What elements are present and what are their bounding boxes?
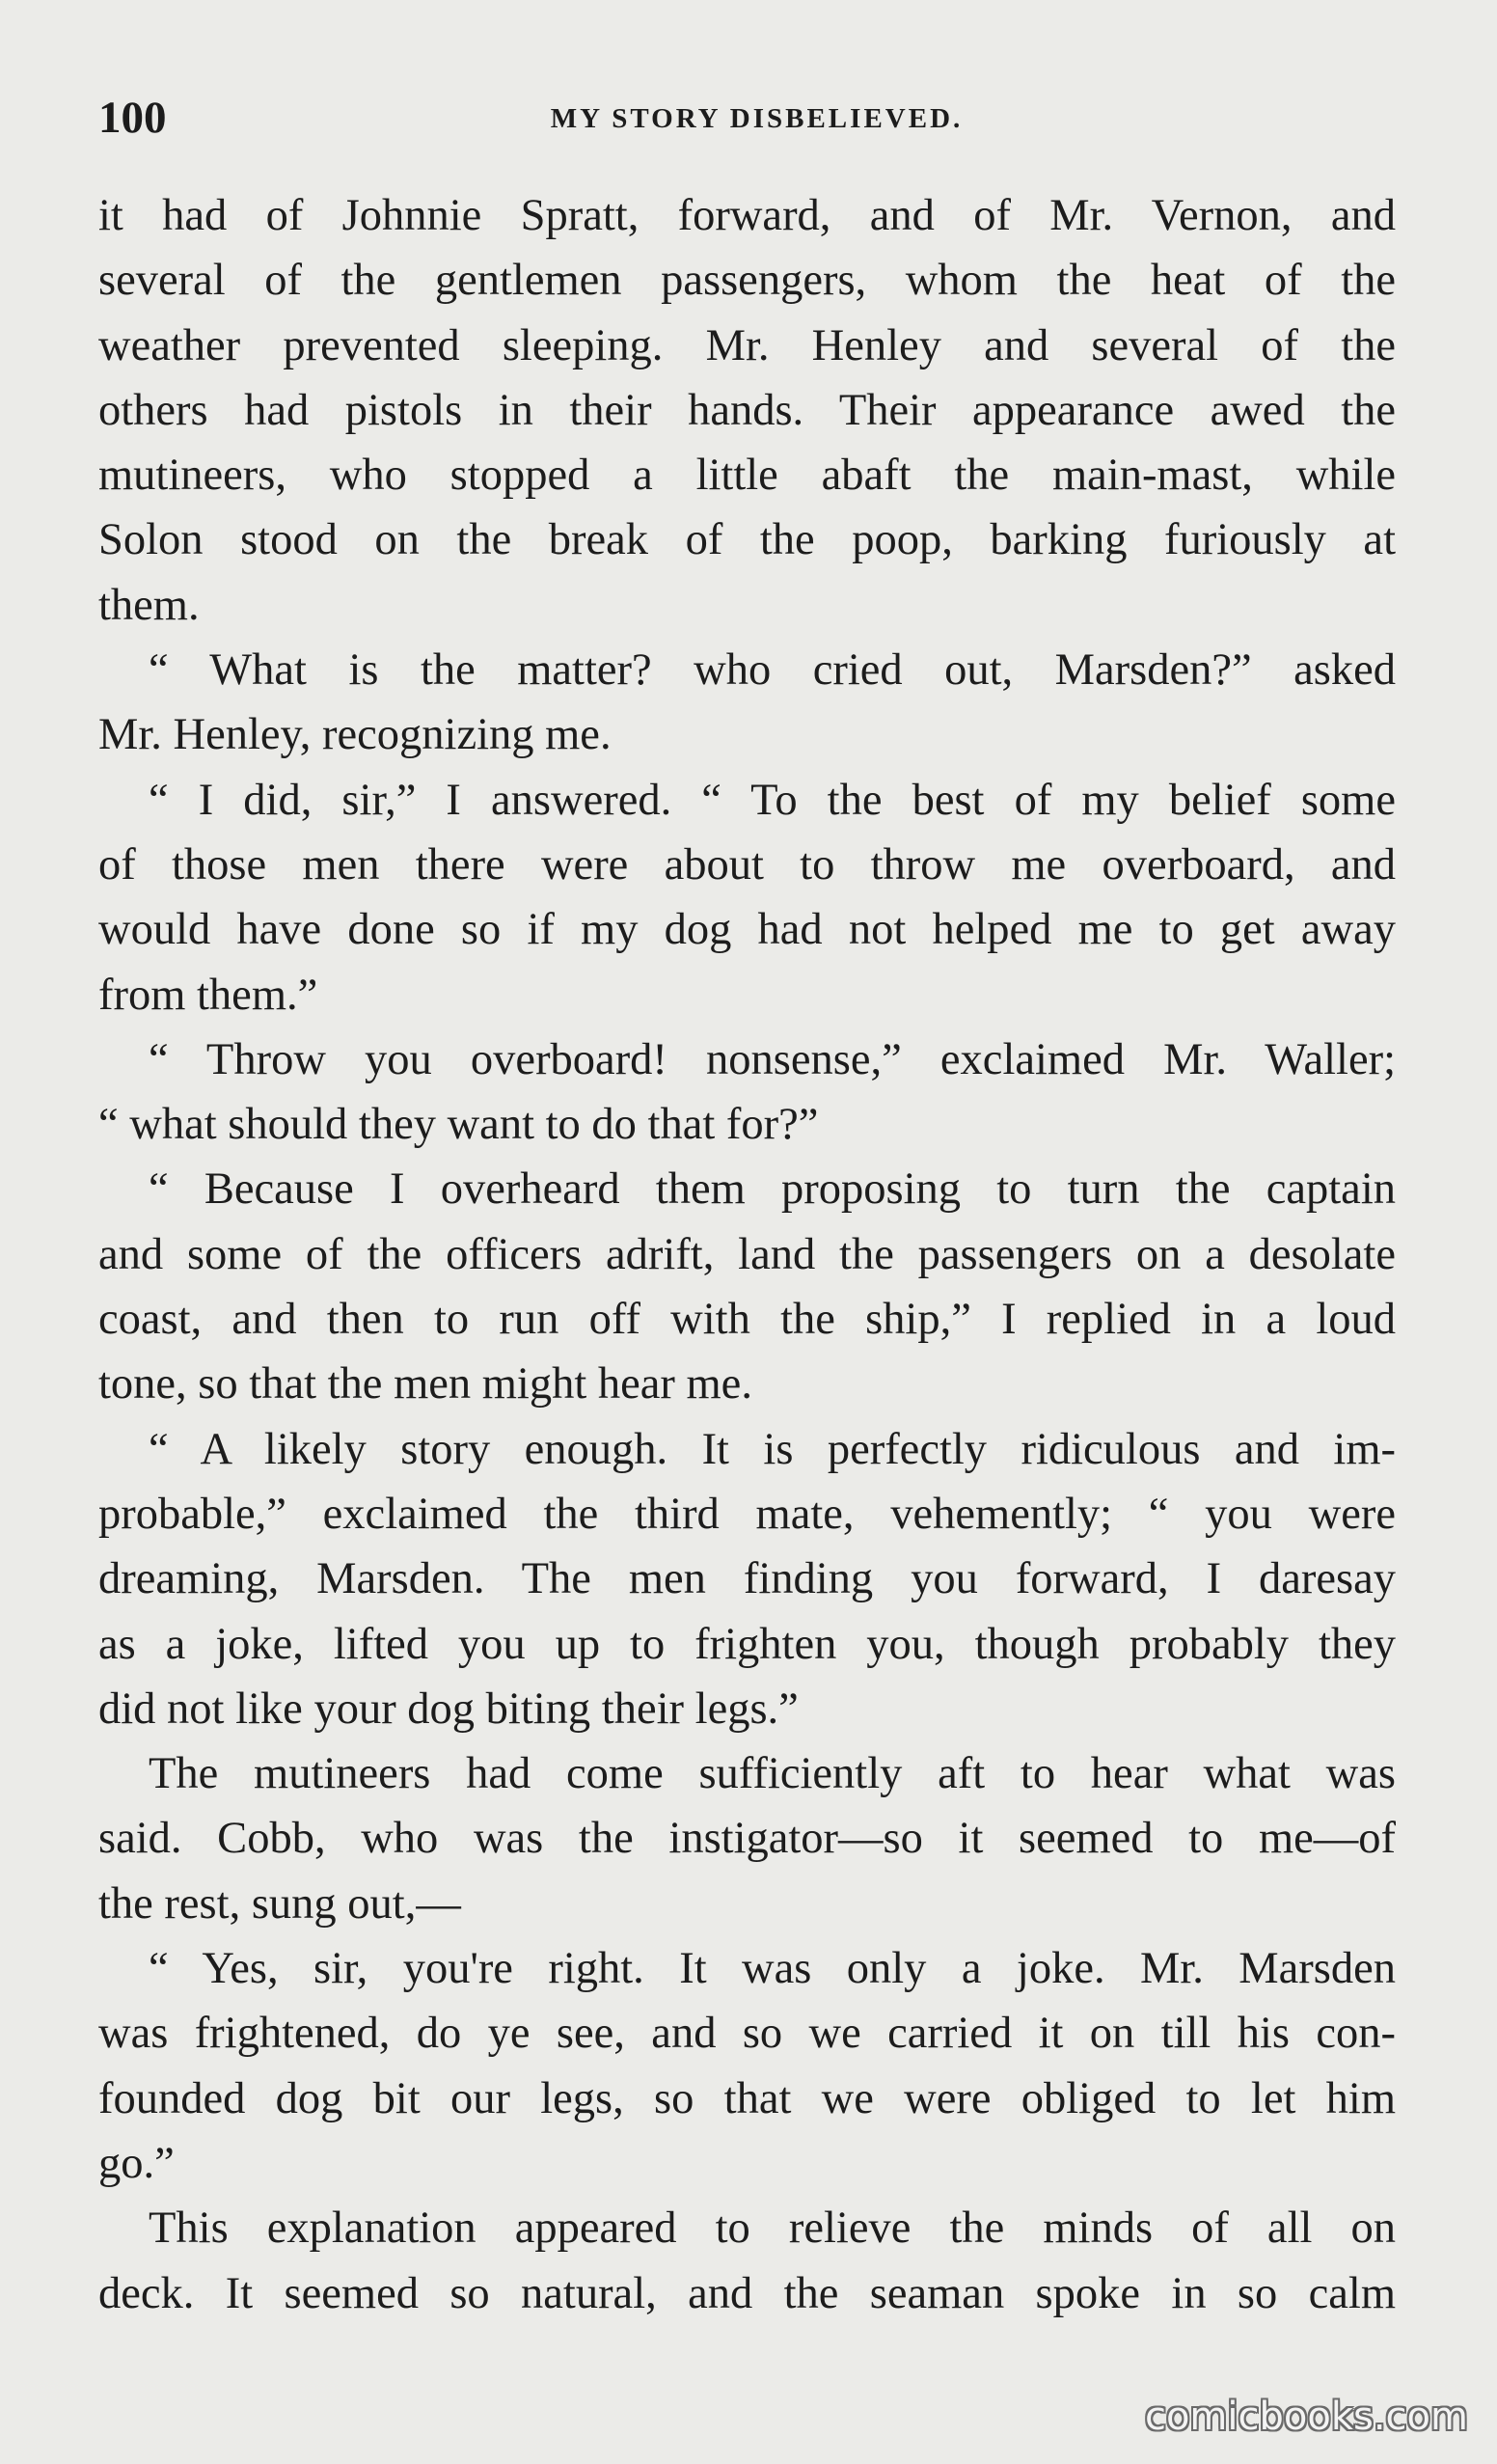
- body-text: [98, 183, 1396, 2326]
- text-line: of those men there were about to throw me overboard, and: [98, 839, 1396, 890]
- text-line: as a joke, lifted you up to frighten you, though probably they: [98, 1619, 1396, 1669]
- text-line: deck. It seemed so natural, and the seaman spoke in so calm: [98, 2268, 1396, 2318]
- text-line: go.”: [98, 2138, 175, 2188]
- text-line: would have done so if my dog had not helped me to get away: [98, 905, 1396, 955]
- text-line: “ A likely story enough. It is perfectly ridiculous and im-: [149, 1424, 1396, 1474]
- text-line: founded dog bit our legs, so that we were obliged to let him: [98, 2073, 1396, 2123]
- text-line: several of the gentlemen passengers, whom the heat of the: [98, 256, 1396, 306]
- text-line: said. Cobb, who was the instigator—so it seemed to me—of: [98, 1814, 1396, 1864]
- text-line: Mr. Henley, recognizing me.: [98, 710, 612, 760]
- text-line: “ What is the matter? who cried out, Marsden?” asked: [149, 645, 1396, 696]
- text-line: The mutineers had come sufficiently aft to hear what was: [149, 1749, 1396, 1799]
- text-line: “ Throw you overboard! nonsense,” exclaimed Mr. Waller;: [149, 1034, 1396, 1084]
- text-line: coast, and then to run off with the ship,” I replied in a loud: [98, 1295, 1396, 1345]
- text-line: and some of the officers adrift, land the passengers on a desolate: [98, 1229, 1396, 1279]
- text-line: dreaming, Marsden. The men finding you forward, I daresay: [98, 1554, 1396, 1604]
- page-number: 100: [98, 93, 167, 143]
- text-line: Solon stood on the break of the poop, barking furiously at: [98, 515, 1396, 565]
- text-line: did not like your dog biting their legs.”: [98, 1684, 799, 1734]
- text-line: tone, so that the men might hear me.: [98, 1359, 752, 1410]
- text-line: from them.”: [98, 970, 318, 1020]
- text-line: them.: [98, 580, 200, 630]
- text-line: “ Yes, sir, you're right. It was only a joke. Mr. Marsden: [149, 1944, 1396, 1994]
- text-line: others had pistols in their hands. Their appearance awed the: [98, 385, 1396, 435]
- text-line: was frightened, do ye see, and so we carried it on till his con-: [98, 2009, 1396, 2059]
- text-line: it had of Johnnie Spratt, forward, and of Mr. Vernon, and: [98, 191, 1396, 240]
- watermark: comicbooks.com: [1144, 2395, 1468, 2439]
- running-head: [98, 89, 1396, 147]
- text-line: This explanation appeared to relieve the minds of all on: [149, 2204, 1396, 2254]
- text-line: “ I did, sir,” I answered. “ To the best of my belief some: [149, 775, 1396, 825]
- text-line: mutineers, who stopped a little abaft the main-mast, while: [98, 451, 1396, 501]
- text-line: “ Because I overheard them proposing to turn the captain: [149, 1164, 1396, 1215]
- text-line: probable,” exclaimed the third mate, vehemently; “ you were: [98, 1489, 1396, 1539]
- running-title: MY STORY DISBELIEVED.: [550, 103, 964, 134]
- text-line: weather prevented sleeping. Mr. Henley and several of the: [98, 320, 1396, 370]
- text-line: “ what should they want to do that for?”: [98, 1100, 819, 1150]
- text-line: the rest, sung out,—: [98, 1878, 461, 1929]
